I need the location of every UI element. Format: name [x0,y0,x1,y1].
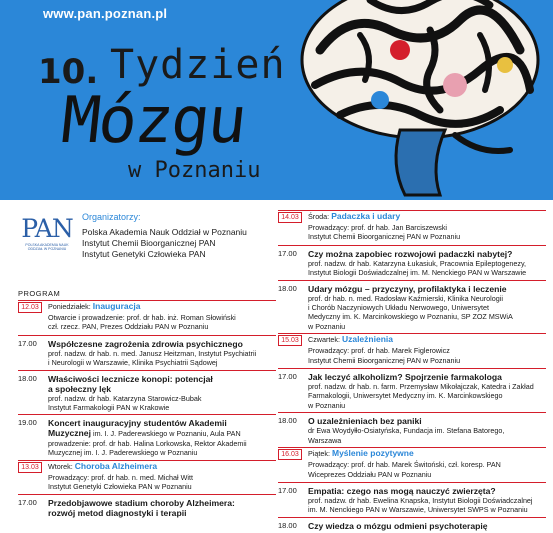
speaker-line: i Chorób Naczyniowych Układu Nerwowego, Uniwersytet [308,303,489,313]
lecture-title: Przedobjawowe stadium choroby Alzheimera: [48,498,235,509]
speaker-line: prof. nadzw. dr hab. n. med. Janusz Heitzman, Instytut Psychiatrii [48,348,257,358]
host-line: Instytut Chemii Bioorganicznej PAN w Poznaniu [308,232,461,242]
lecture-title: Czy można zapobiec rozwojowi padaczki nabytej? [308,248,513,259]
speaker-line: prof. nadzw. dr hab. n. farm. Przemysław Mikołajczak, Katedra i Zakład [308,382,534,392]
day-topic: Choroba Alzheimera [74,460,158,471]
lecture-title-cont: rozwój metod diagnostyki i terapii [48,508,187,519]
title-number: 10. [38,52,99,92]
lecture-time: 18.00 [278,520,297,530]
lecture-entry [278,518,546,533]
pan-logo [18,212,76,272]
header-banner [0,0,553,200]
day-topic: Padaczka i udary [331,211,401,221]
day-block [18,461,276,495]
host-line: Prowadzący: prof. dr hab. Marek Świtoński, czł. koresp. PAN [308,460,501,470]
lecture-entry [18,336,276,370]
speaker-line: Medyczny im. K. Marcinkowskiego w Poznaniu, SP ZOZ MSWiA [308,312,513,322]
speaker-line: prof. nadzw. dr hab. Katarzyna Starowicz-Bubak [48,393,202,403]
title-mozgu: Mózgu [58,84,249,158]
lecture-time: 17.00 [18,498,37,508]
day-name: Wtorek: [48,461,73,471]
speaker-line: Warszawa [308,435,342,445]
program-label: PROGRAM [18,289,61,298]
host-line: Prowadzący: prof. dr hab. n. med. Michał Witt [48,472,194,482]
organizer-line: Instytut Genetyki Człowieka PAN [82,249,206,259]
website-url[interactable]: www.pan.poznan.pl [43,6,168,21]
lecture-entry [278,413,546,447]
date-badge: 12.03 [18,302,42,313]
lecture-title-cont: Muzycznej [48,428,91,439]
lecture-entry [18,415,276,459]
date-badge: 16.03 [278,449,302,460]
host-line: Instytut Chemii Bioorganicznej PAN w Poznaniu [308,355,461,365]
title-city: w Poznaniu [128,158,261,183]
lecture-title: Empatia: czego nas mogą nauczyć zwierzęta? [308,485,496,496]
host-line: Prowadzący: prof. dr hab. Jan Barciszewski [308,223,448,232]
organizer-line: Instytut Chemii Bioorganicznej PAN [82,238,216,248]
lecture-entry [278,246,546,280]
lecture-title: Udary mózgu – przyczyny, profilaktyka i leczenie [308,283,507,294]
brain-illustration-icon [280,0,553,200]
organizers-label: Organizatorzy: [82,212,141,222]
host-line: Wiceprezes Oddziału PAN w Poznaniu [308,469,432,479]
day-block [278,448,546,482]
host-line: Otwarcie i prowadzenie: prof. dr hab. inż. Roman Słowiński [48,313,236,322]
speaker-line: i Neurologii w Warszawie, Klinika Psychiatrii Sądowej [48,358,218,368]
lecture-time: 19.00 [18,418,37,428]
host-line: Prowadzący: prof. dr hab. Marek Figlerowicz [308,346,450,356]
lecture-time: 17.00 [278,248,297,258]
speaker-line: Instytut Farmakologii PAN w Krakowie [48,403,170,413]
speaker-line: w Poznaniu [308,321,346,331]
pan-logo-letters: PAN [21,214,73,243]
day-name: Piątek: [308,449,330,459]
lecture-entry [278,281,546,334]
date-badge: 13.03 [18,462,42,473]
lecture-time: 17.00 [278,372,297,382]
day-topic: Myślenie pozytywne [331,448,414,459]
lecture-time: 18.00 [278,416,297,426]
lecture-title: Współczesne zagrożenia zdrowia psychicznego [48,338,243,349]
lecture-entry [18,495,276,520]
speaker-line: prowadzenie: prof. dr hab. Halina Lorkowska, Rektor Akademii [48,438,247,448]
speaker-line: Farmakologii, Uniwersytet Medyczny im. K. Marcinkowskiego [308,391,503,401]
lecture-entry [18,371,276,415]
lecture-title: Koncert inauguracyjny studentów Akademii [48,418,227,429]
day-block [278,211,546,245]
day-name: Czwartek: [308,335,340,345]
lecture-title-cont: a społeczny lęk [48,383,112,394]
host-line: czł. rzecz. PAN, Prezes Oddziału PAN w Poznaniu [48,322,209,332]
pan-logo-subtitle: POLSKA AKADEMIA NAUK ODDZIAŁ W POZNANIU [25,243,69,251]
day-block [278,334,546,368]
lecture-entry [278,483,546,517]
lecture-entry [278,369,546,412]
organizers-block [18,210,268,280]
lecture-title: Jak leczyć alkoholizm? Spojrzenie farmakologa [308,372,502,383]
organizer-line: Polska Akademia Nauk Oddział w Poznaniu [82,227,247,237]
day-name: Środa: [308,212,330,221]
lecture-time: 18.00 [278,283,297,293]
program-column-left [18,300,276,520]
day-block [18,301,276,335]
day-name: Poniedziałek: [48,302,91,311]
speaker-line: prof. nadzw. dr hab. Ewelina Knapska, Instytut Biologii Doświadczalnej [308,495,533,505]
lecture-time: 17.00 [278,485,297,495]
speaker-line: im. M. Nenckiego PAN w Warszawie, Uniwersytet SWPS w Poznaniu [308,505,528,515]
day-topic: Inauguracja [92,301,141,311]
venue-text: im. I. J. Paderewskiego w Poznaniu, Aula PAN [90,429,241,439]
speaker-line: prof. dr hab. n. med. Radosław Kaźmierski, Klinika Neurologii [308,293,503,303]
speaker-line: prof. nadzw. dr hab. Katarzyna Łukasiuk, Pracownia Epileptogenezy, [308,258,527,268]
lecture-title: Właściwości lecznicze konopi: potencjał [48,373,213,384]
date-badge: 15.03 [278,335,302,346]
lecture-time: 18.00 [18,373,37,383]
title-word: Tydzień [110,42,286,88]
lecture-title: O uzależnieniach bez paniki [308,416,422,427]
speaker-line: dr Ewa Woydyłło-Osiatyńska, Fundacja im. Stefana Batorego, [308,426,505,436]
speaker-line: Instytut Biologii Doświadczalnej im. M. Nenckiego PAN w Warszawie [308,268,527,278]
date-badge: 14.03 [278,212,302,223]
lecture-title: Czy wiedza o mózgu odmieni psychoterapię [308,520,488,531]
day-topic: Uzależnienia [341,334,393,345]
program-column-right [278,210,546,533]
host-line: Instytut Genetyki Człowieka PAN w Poznaniu [48,482,192,492]
lecture-time: 17.00 [18,338,37,348]
speaker-line: Muzycznej im. I. J. Paderewskiego w Poznaniu [48,448,198,458]
speaker-line: w Poznaniu [308,400,346,410]
